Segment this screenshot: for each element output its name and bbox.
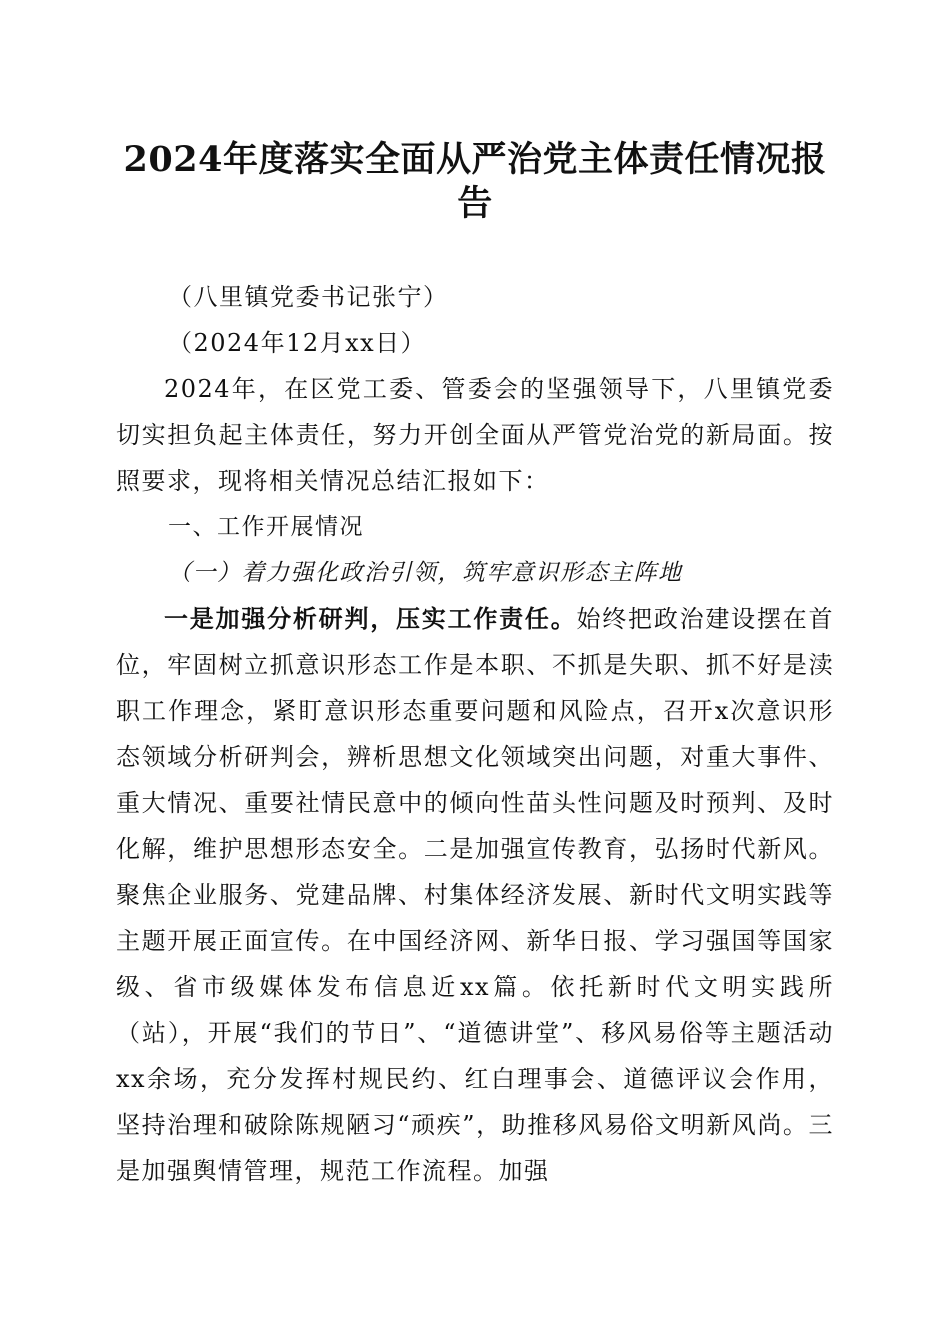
document-body — [116, 274, 834, 1194]
subsection-heading: （一）着力强化政治引领，筑牢意识形态主阵地 — [168, 560, 683, 586]
author-line: （八里镇党委书记张宁） — [168, 283, 449, 311]
section-heading: 一、工作开展情况 — [168, 514, 364, 540]
document-title: 2024年度落实全面从严治党主体责任情况报告 — [123, 139, 827, 224]
date-line: （2024年12月xx日） — [168, 329, 427, 357]
paragraph-lead: 一是加强分析研判，压实工作责任。 — [164, 604, 577, 633]
intro-paragraph: 2024年，在区党工委、管委会的坚强领导下，八里镇党委切实担负起主体责任，努力开创全面从严管党治党的新局面。按照要求，现将相关情况总结汇报如下： — [116, 375, 834, 495]
paragraph-body: 始终把政治建设摆在首位，牢固树立抓意识形态工作是本职、不抓是失职、抓不好是渎职工作理念，紧盯意识形态重要问题和风险点，召开x次意识形态领域分析研判会，辨析思想文化领域突出问题，对重大事件、重大情况、重要社情民意中的倾向性苗头性问题及时预判、及时化解，维护思想形态安全。二是加强宣传教育，弘扬时代新风。聚焦企业服务、党建品牌、村集体经济发展、新时代文明实践等主题开展正面宣传。在中国经济网、新华日报、学习强国等国家级、省市级媒体发布信息近xx篇。依托新时代文明实践所（站），开展“我们的节日”、“道德讲堂”、移风易俗等主题活动xx余场，充分发挥村规民约、红白理事会、道德评议会作用，坚持治理和破除陈规陋习“顽疾”，助推移风易俗文明新风尚。三是加强舆情管理，规范工作流程。加强 — [116, 605, 835, 1185]
body-paragraph — [116, 596, 834, 1194]
